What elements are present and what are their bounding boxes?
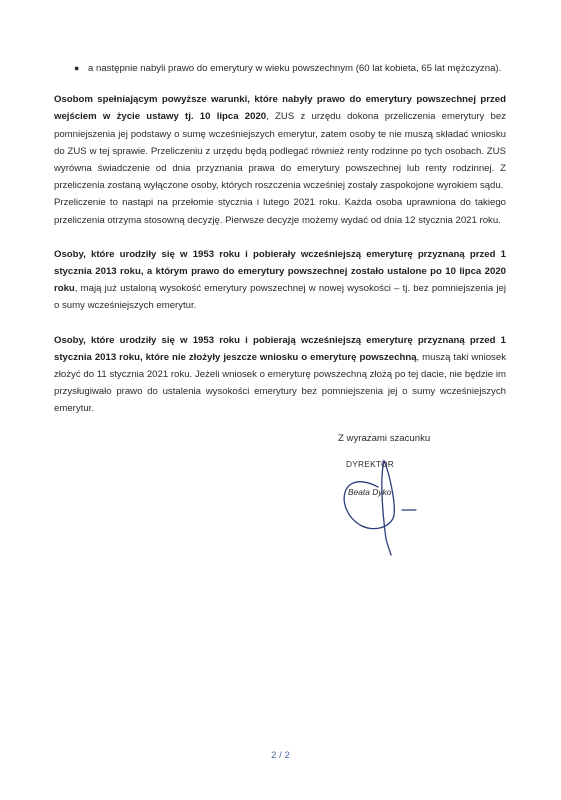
paragraph-text-continued: Przeliczenie to nastąpi na przełomie stycznia i lutego 2021 roku. Każda osoba uprawniona do takiego przeliczenia otrzyma stosowną decyzję. Pierwsze decyzje możemy wydać od dnia 12 stycznia 2021 roku. [54, 197, 506, 226]
page-number: 2 / 2 [271, 750, 290, 761]
paragraph-must-apply [54, 332, 506, 418]
paragraph-recalculation [54, 91, 506, 229]
paragraph-bold-lead: Osobom spełniającym powyższe warunki, które nabyły prawo do emerytury powszechnej przed wejściem w życie ustawy tj. 10 lipca 2020 [54, 94, 506, 123]
paragraph-body: , ZUS z urzędu dokona przeliczenia emerytury bez pomniejszenia jej podstawy o sumę wcześniejszych emerytur, zatem osoby te nie muszą składać wniosku do ZUS w tej sprawie. Przeliczeniu z urzędu będą podlegać również renty rodzinne po tych osobach. ZUS wyrówna świadczenie od dnia przyznania prawa do emerytury powszechnej lub renty rodzinnej. Z przeliczenia zostaną wyłączone osoby, których roszczenia wcześniej zostały zaspokojone wyrokiem sądu. [54, 111, 507, 192]
signatory-title: DYREKTOR [346, 459, 394, 469]
bullet-marker: ● [74, 63, 80, 73]
signatory-name: Beata Dyko [348, 487, 392, 497]
paragraph-already-set [54, 246, 506, 315]
paragraph-body: , muszą taki wniosek złożyć do 11 stycznia 2021 roku. Jeżeli wniosek o emeryturę powszechną złożą po tej dacie, nie będzie im przysługiwało prawo do ustalenia wysokości emerytury bez pomniejszenia jej o sumy wcześniejszych emerytur. [54, 351, 506, 415]
signature-block [330, 433, 470, 553]
paragraph-bold-lead: Osoby, które urodziły się w 1953 roku i pobierały wcześniejszą emeryturę przyznaną przed 1 stycznia 2013 roku, a którym prawo do emerytury powszechnej zostało ustalone po 10 lipca 2020 roku [54, 248, 506, 295]
paragraph-bold-lead: Osoby, które urodziły się w 1953 roku i pobierają wcześniejszą emeryturę przyznaną przed 1 stycznia 2013 roku, które nie złożyły jeszcze wniosku o emeryturę powszechną [54, 334, 506, 363]
paragraph-text [54, 246, 506, 315]
bullet-item [54, 60, 506, 77]
bullet-text: a następnie nabyli prawo do emerytury w wieku powszechnym (60 lat kobieta, 65 lat mężczyzna). [88, 63, 502, 74]
letter-body [54, 60, 506, 435]
paragraph-text [54, 332, 506, 418]
paragraph-text [54, 91, 506, 194]
paragraph-body: , mają już ustaloną wysokość emerytury powszechnej w nowej wysokości – tj. bez pomniejszenia jej o sumy wcześniejszych emerytur. [54, 283, 506, 312]
closing-salutation: Z wyrazami szacunku [338, 433, 431, 444]
